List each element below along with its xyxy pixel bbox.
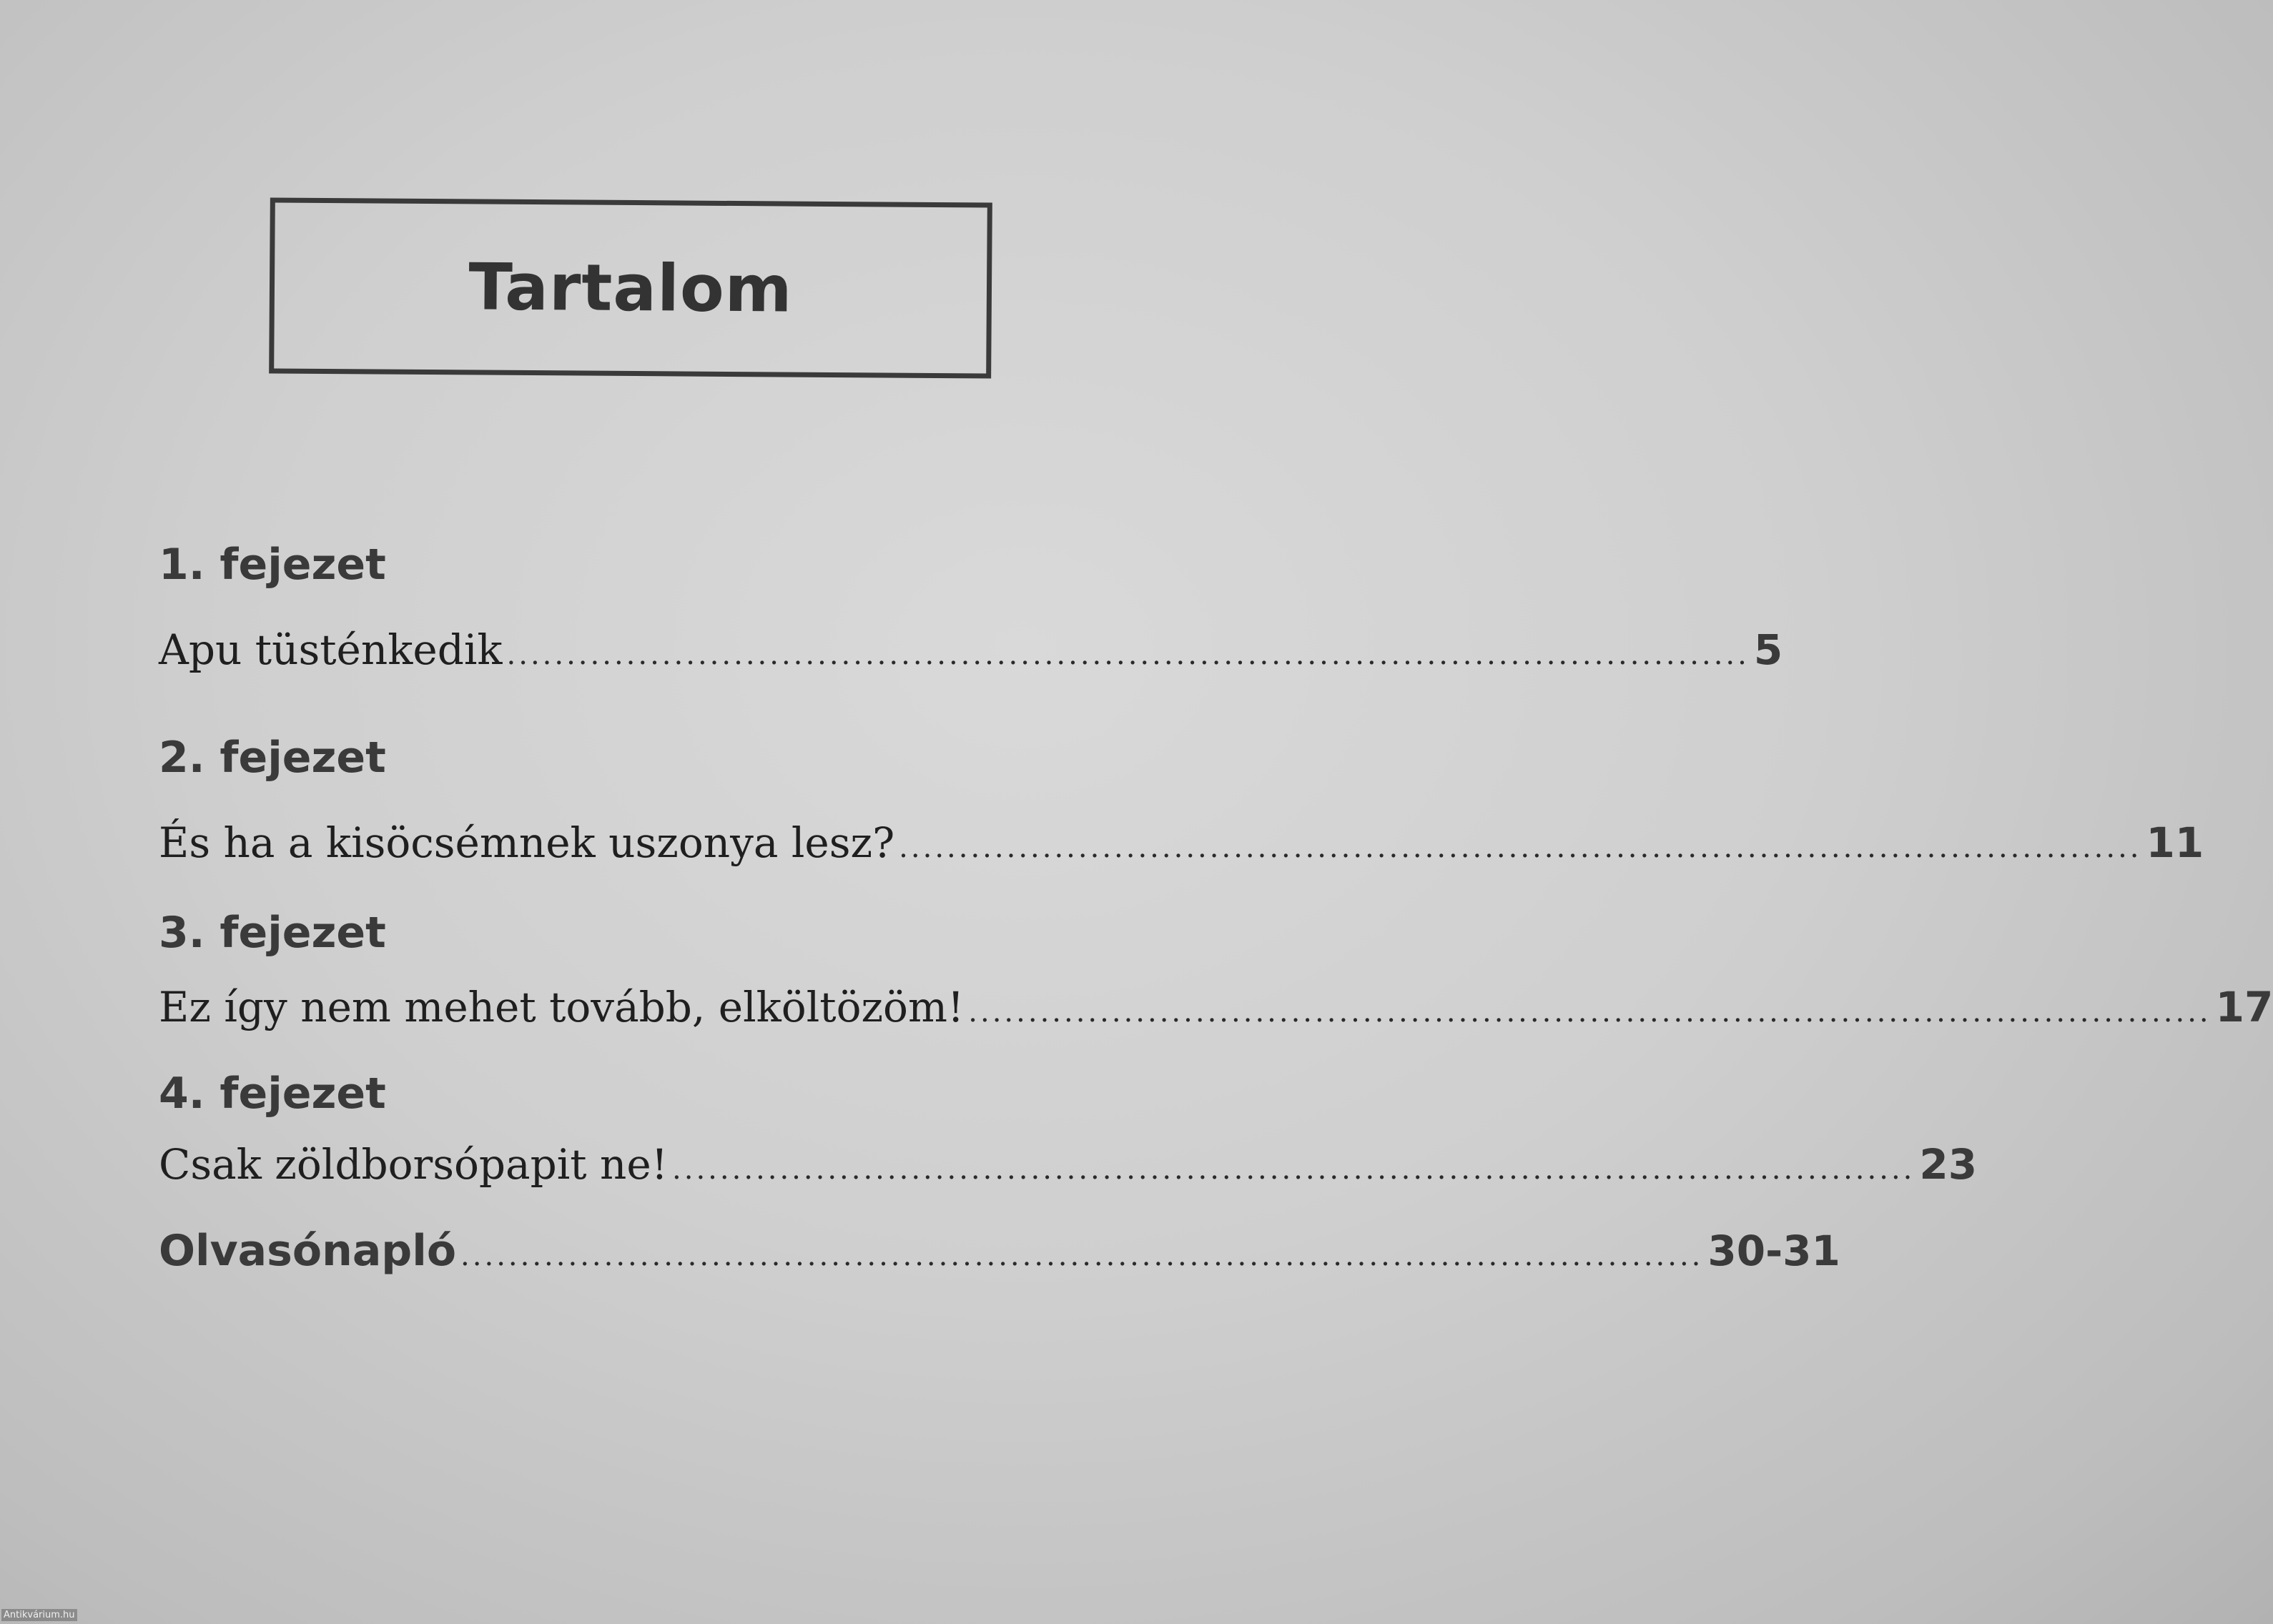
toc-page-number: 17 <box>2215 983 2273 1031</box>
dot-leader: ........................................................................................................ <box>672 1153 1915 1186</box>
dot-leader: ........................................................................................................ <box>460 1239 1704 1272</box>
toc-entry-3 <box>159 983 2273 1031</box>
toc-entry-title: Olvasónapló <box>159 1226 457 1276</box>
toc-page-number: 11 <box>2146 818 2204 867</box>
chapter-heading-1: 1. fejezet <box>159 540 386 590</box>
toc-entry-reading-journal <box>159 1226 1840 1276</box>
toc-entry-title: Apu tüsténkedik <box>159 625 503 674</box>
toc-entry-2 <box>159 818 2204 867</box>
chapter-heading-3: 3. fejezet <box>159 908 386 958</box>
toc-entry-title: Csak zöldborsópapit ne! <box>159 1140 669 1189</box>
toc-page-number: 5 <box>1753 625 1783 674</box>
chapter-heading-4: 4. fejezet <box>159 1069 386 1119</box>
title-box <box>269 197 992 378</box>
dot-leader: ........................................................................................................ <box>968 996 2212 1029</box>
toc-page-number: 23 <box>1919 1140 1978 1189</box>
toc-entry-1 <box>159 625 1783 674</box>
watermark: Antikvárium.hu <box>1 1609 77 1621</box>
toc-entry-title: És ha a kisöcsémnek uszonya lesz? <box>159 818 895 867</box>
dot-leader: ........................................................................................................ <box>899 831 2142 864</box>
dot-leader: ........................................................................................................ <box>506 638 1750 671</box>
toc-entry-4 <box>159 1140 1978 1189</box>
chapter-heading-2: 2. fejezet <box>159 733 386 783</box>
toc-entry-title: Ez így nem mehet tovább, elköltözöm! <box>159 983 965 1031</box>
toc-page-number: 30-31 <box>1707 1227 1840 1275</box>
page-title: Tartalom <box>468 249 793 327</box>
